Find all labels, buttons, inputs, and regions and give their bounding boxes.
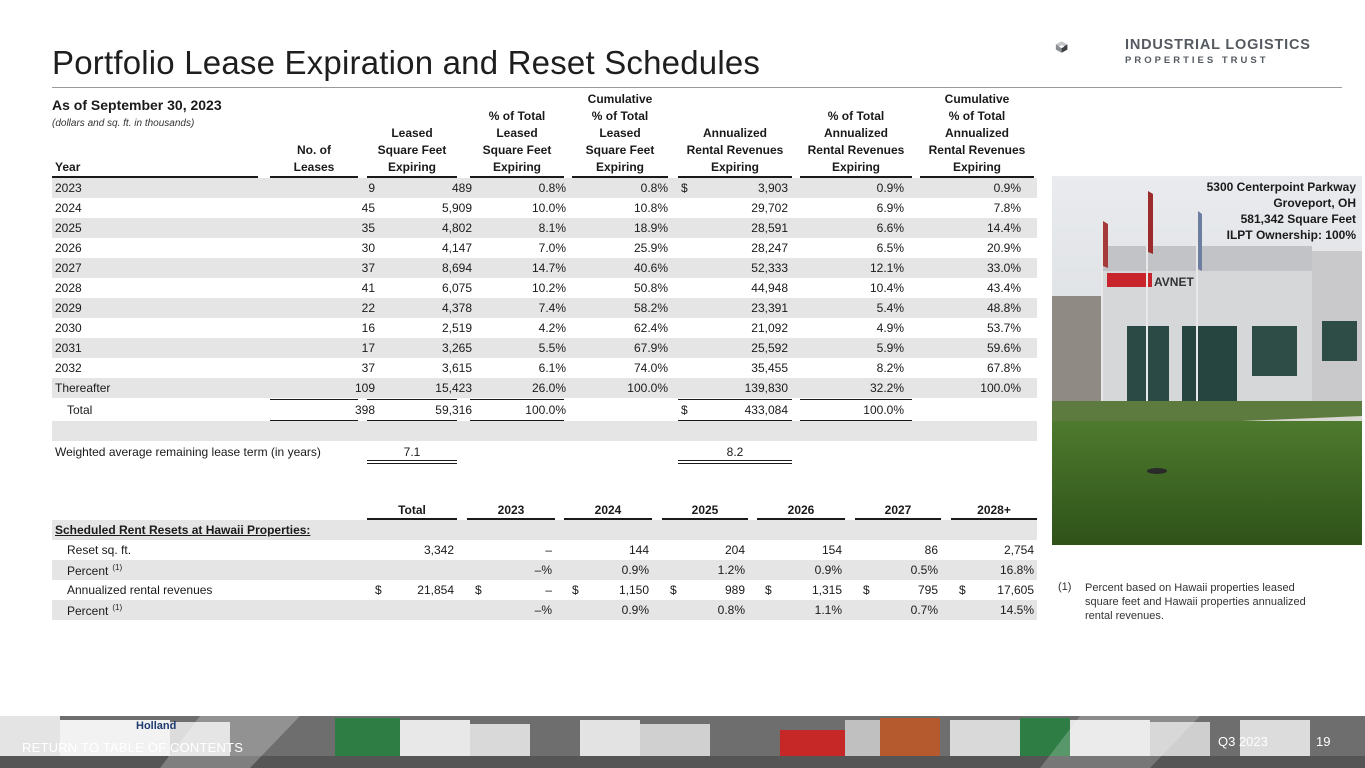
company-logo xyxy=(1055,20,1117,74)
expiration-row xyxy=(52,378,1037,398)
footer-quarter: Q3 2023 xyxy=(1218,734,1268,749)
cell-cum-sqft: 40.6% xyxy=(633,261,668,275)
cell-cum-sqft: 74.0% xyxy=(633,361,668,375)
cell-cum-rev: 33.0% xyxy=(986,261,1021,275)
page-title: Portfolio Lease Expiration and Reset Schedules xyxy=(52,44,761,81)
cell-year: 2026 xyxy=(55,241,82,255)
units-note: (dollars and sq. ft. in thousands) xyxy=(52,118,195,129)
cell-cum-rev: 20.9% xyxy=(986,241,1021,255)
dollar-sign: $ xyxy=(475,583,482,597)
title-divider xyxy=(52,87,1342,88)
expiration-row xyxy=(52,298,1037,318)
cell-pct-rev: 12.1% xyxy=(869,261,904,275)
cell-sqft: 4,147 xyxy=(441,241,472,255)
total-pct-rev: 100.0% xyxy=(863,403,904,417)
cell-pct-sqft: 7.0% xyxy=(538,241,566,255)
cell-sqft: 3,265 xyxy=(441,341,472,355)
cell-sqft: 5,909 xyxy=(441,201,472,215)
property-address: 5300 Centerpoint Parkway xyxy=(1206,180,1356,194)
reset-cell: 1.2% xyxy=(717,563,745,577)
reset-row xyxy=(52,540,1037,560)
cell-pct-sqft: 8.1% xyxy=(538,221,566,235)
total-row xyxy=(52,400,1037,420)
cell-cum-rev: 43.4% xyxy=(986,281,1021,295)
cell-sqft: 6,075 xyxy=(441,281,472,295)
header-sqft: Leased Square Feet Expiring xyxy=(377,126,447,174)
cell-pct-sqft: 4.2% xyxy=(538,321,566,335)
reset-cell: –% xyxy=(534,563,552,577)
wart-sqft: 7.1 xyxy=(403,445,421,459)
cell-sqft: 489 xyxy=(451,181,472,195)
cell-leases: 16 xyxy=(361,321,375,335)
cell-year: 2023 xyxy=(55,181,82,195)
cell-cum-sqft: 18.9% xyxy=(633,221,668,235)
cell-rev: 23,391 xyxy=(751,301,788,315)
reset-row-label xyxy=(67,603,122,618)
total-top-rule xyxy=(270,399,358,400)
cell-pct-rev: 0.9% xyxy=(876,181,904,195)
header-year: Year xyxy=(55,160,81,174)
reset-row-label xyxy=(67,543,131,557)
cell-leases: 17 xyxy=(361,341,375,355)
reset-header: 2025 xyxy=(691,503,719,517)
dollar-sign: $ xyxy=(572,583,579,597)
cell-cum-rev: 53.7% xyxy=(986,321,1021,335)
reset-header: 2028+ xyxy=(977,503,1011,517)
cell-leases: 35 xyxy=(361,221,375,235)
brand-name-line1: INDUSTRIAL LOGISTICS xyxy=(1125,37,1311,53)
reset-cell: 21,854 xyxy=(417,583,454,597)
reset-cell: 989 xyxy=(724,583,745,597)
reset-cell: 2,754 xyxy=(1003,543,1034,557)
total-top-rule xyxy=(367,399,457,400)
cell-pct-sqft: 26.0% xyxy=(531,381,566,395)
cell-cum-sqft: 50.8% xyxy=(633,281,668,295)
reset-header: 2023 xyxy=(497,503,525,517)
cell-year: 2029 xyxy=(55,301,82,315)
cell-sqft: 15,423 xyxy=(435,381,472,395)
reset-row-label xyxy=(67,563,122,578)
reset-cell: 1,150 xyxy=(618,583,649,597)
cell-sqft: 3,615 xyxy=(441,361,472,375)
reset-header: Total xyxy=(398,503,426,517)
cell-pct-sqft: 10.2% xyxy=(531,281,566,295)
cell-cum-sqft: 0.8% xyxy=(640,181,668,195)
reset-cell: 3,342 xyxy=(423,543,454,557)
reset-cell: 154 xyxy=(821,543,842,557)
expiration-row xyxy=(52,338,1037,358)
footnote-marker: (1) xyxy=(112,563,123,572)
cell-year: 2031 xyxy=(55,341,82,355)
dollar-sign: $ xyxy=(375,583,382,597)
header-leases: No. of Leases xyxy=(293,143,335,174)
expiration-row xyxy=(52,238,1037,258)
cell-cum-sqft: 25.9% xyxy=(633,241,668,255)
footnote-number: (1) xyxy=(1058,581,1072,593)
total-leases: 398 xyxy=(354,403,375,417)
cell-leases: 45 xyxy=(361,201,375,215)
expiration-row xyxy=(52,278,1037,298)
total-top-rule xyxy=(678,399,792,400)
cell-leases: 41 xyxy=(361,281,375,295)
cell-pct-sqft: 5.5% xyxy=(538,341,566,355)
cell-cum-sqft: 58.2% xyxy=(633,301,668,315)
cell-leases: 37 xyxy=(361,361,375,375)
cell-year: 2028 xyxy=(55,281,82,295)
cell-cum-rev: 67.8% xyxy=(986,361,1021,375)
cell-rev: 52,333 xyxy=(751,261,788,275)
brand-name-line2: PROPERTIES TRUST xyxy=(1125,55,1269,66)
reset-cell: –% xyxy=(534,603,552,617)
reset-section-row xyxy=(52,520,1037,540)
cell-year: 2030 xyxy=(55,321,82,335)
cell-pct-rev: 6.5% xyxy=(876,241,904,255)
reset-header: 2024 xyxy=(594,503,622,517)
reset-row-label-text: Annualized rental revenues xyxy=(67,583,213,597)
cell-year: Thereafter xyxy=(55,381,111,395)
wart-row xyxy=(52,442,1037,462)
cell-pct-rev: 6.9% xyxy=(876,201,904,215)
cell-pct-rev: 5.9% xyxy=(876,341,904,355)
total-top-rule xyxy=(470,399,564,400)
cell-cum-sqft: 67.9% xyxy=(633,341,668,355)
cell-pct-rev: 5.4% xyxy=(876,301,904,315)
cell-pct-sqft: 6.1% xyxy=(538,361,566,375)
header-rev: Annualized Rental Revenues Expiring xyxy=(686,126,784,174)
dollar-sign: $ xyxy=(765,583,772,597)
reset-cell: 0.5% xyxy=(910,563,938,577)
property-photo xyxy=(1052,176,1362,545)
reset-cell: 14.5% xyxy=(999,603,1034,617)
total-top-rule xyxy=(800,399,912,400)
dollar-sign: $ xyxy=(863,583,870,597)
expiration-row xyxy=(52,258,1037,278)
cell-rev: 25,592 xyxy=(751,341,788,355)
cell-rev: 44,948 xyxy=(751,281,788,295)
dollar-sign: $ xyxy=(670,583,677,597)
reset-cell: 204 xyxy=(724,543,745,557)
expiration-row xyxy=(52,198,1037,218)
reset-cell: 17,605 xyxy=(997,583,1034,597)
cell-leases: 30 xyxy=(361,241,375,255)
cell-leases: 109 xyxy=(354,381,375,395)
header-pct-rev: % of Total Annualized Rental Revenues Expiring xyxy=(807,109,905,174)
trailer-text: Holland xyxy=(136,720,177,732)
cell-cum-rev: 48.8% xyxy=(986,301,1021,315)
header-pct-sqft: % of Total Leased Square Feet Expiring xyxy=(482,109,552,174)
expiration-row xyxy=(52,218,1037,238)
reset-header: 2027 xyxy=(884,503,912,517)
wart-rev: 8.2 xyxy=(726,445,744,459)
as-of-date: As of September 30, 2023 xyxy=(52,97,222,113)
expiration-row xyxy=(52,318,1037,338)
cell-cum-rev: 14.4% xyxy=(986,221,1021,235)
cell-sqft: 2,519 xyxy=(441,321,472,335)
reset-cell: 144 xyxy=(628,543,649,557)
footnote-text: Percent based on Hawaii properties leased square feet and Hawaii properties annualized rental revenues. xyxy=(1085,582,1306,622)
expiration-row xyxy=(52,178,1037,198)
spacer-row xyxy=(52,421,1037,441)
cell-rev: 28,591 xyxy=(751,221,788,235)
cell-rev: 21,092 xyxy=(751,321,788,335)
cell-cum-rev: 59.6% xyxy=(986,341,1021,355)
cell-year: 2025 xyxy=(55,221,82,235)
reset-cell: – xyxy=(545,543,552,557)
property-size: 581,342 Square Feet xyxy=(1240,212,1356,226)
cell-rev: 29,702 xyxy=(751,201,788,215)
cell-cum-sqft: 10.8% xyxy=(633,201,668,215)
reset-cell: 0.7% xyxy=(910,603,938,617)
reset-cell: 16.8% xyxy=(999,563,1034,577)
reset-row-label xyxy=(67,583,212,597)
property-caption xyxy=(1207,179,1356,243)
wart-double-rule xyxy=(367,460,457,464)
reset-row xyxy=(52,560,1037,580)
wart-label: Weighted average remaining lease term (in years) xyxy=(55,445,321,459)
cell-rev: 28,247 xyxy=(751,241,788,255)
return-to-toc-link[interactable]: RETURN TO TABLE OF CONTENTS xyxy=(22,740,244,755)
cell-leases: 37 xyxy=(361,261,375,275)
building-sign-text: AVNET xyxy=(1154,275,1194,289)
cell-rev: 139,830 xyxy=(744,381,788,395)
cell-pct-rev: 6.6% xyxy=(876,221,904,235)
total-label: Total xyxy=(67,403,93,417)
cell-year: 2032 xyxy=(55,361,82,375)
reset-row-label-text: Percent xyxy=(67,604,109,618)
expiration-row xyxy=(52,358,1037,378)
property-city: Groveport, OH xyxy=(1273,196,1356,210)
reset-cell: 1.1% xyxy=(814,603,842,617)
cell-cum-rev: 0.9% xyxy=(993,181,1021,195)
cell-cum-rev: 7.8% xyxy=(993,201,1021,215)
reset-section-title: Scheduled Rent Resets at Hawaii Properties: xyxy=(55,523,311,537)
cell-pct-sqft: 14.7% xyxy=(531,261,566,275)
reset-row xyxy=(52,600,1037,620)
reset-cell: 1,315 xyxy=(811,583,842,597)
total-pct-sqft: 100.0% xyxy=(525,403,566,417)
total-dollar: $ xyxy=(681,403,688,417)
cell-pct-sqft: 0.8% xyxy=(538,181,566,195)
cell-year: 2024 xyxy=(55,201,82,215)
reset-cell: 0.8% xyxy=(717,603,745,617)
cell-sqft: 4,802 xyxy=(441,221,472,235)
cell-rev: 3,903 xyxy=(757,181,788,195)
cell-dollar: $ xyxy=(681,181,688,195)
reset-cell: 86 xyxy=(924,543,938,557)
total-sqft: 59,316 xyxy=(435,403,472,417)
cell-cum-rev: 100.0% xyxy=(980,381,1021,395)
cell-pct-sqft: 7.4% xyxy=(538,301,566,315)
cell-pct-rev: 4.9% xyxy=(876,321,904,335)
reset-cell: 0.9% xyxy=(621,563,649,577)
footnote-marker: (1) xyxy=(112,603,123,612)
reset-row-label-text: Percent xyxy=(67,564,109,578)
reset-row-label-text: Reset sq. ft. xyxy=(67,543,132,557)
cell-leases: 22 xyxy=(361,301,375,315)
cell-cum-sqft: 62.4% xyxy=(633,321,668,335)
cell-pct-rev: 10.4% xyxy=(869,281,904,295)
header-cum-sqft: Cumulative % of Total Leased Square Feet Expiring xyxy=(585,92,655,174)
cell-sqft: 8,694 xyxy=(441,261,472,275)
cell-cum-sqft: 100.0% xyxy=(627,381,668,395)
cell-pct-rev: 8.2% xyxy=(876,361,904,375)
page-number: 19 xyxy=(1316,734,1331,749)
dollar-sign: $ xyxy=(959,583,966,597)
cell-year: 2027 xyxy=(55,261,82,275)
cell-rev: 35,455 xyxy=(751,361,788,375)
reset-cell: 0.9% xyxy=(814,563,842,577)
cell-leases: 9 xyxy=(368,181,375,195)
cell-sqft: 4,378 xyxy=(441,301,472,315)
reset-cell: – xyxy=(545,583,552,597)
property-ownership: ILPT Ownership: 100% xyxy=(1226,228,1356,242)
reset-header: 2026 xyxy=(787,503,815,517)
cell-pct-rev: 32.2% xyxy=(869,381,904,395)
total-rev: 433,084 xyxy=(744,403,788,417)
reset-cell: 795 xyxy=(917,583,938,597)
reset-row xyxy=(52,580,1037,600)
header-cum-rev: Cumulative % of Total Annualized Rental Revenues Expiring xyxy=(928,92,1026,174)
reset-cell: 0.9% xyxy=(621,603,649,617)
cell-pct-sqft: 10.0% xyxy=(531,201,566,215)
wart-double-rule xyxy=(678,460,792,464)
